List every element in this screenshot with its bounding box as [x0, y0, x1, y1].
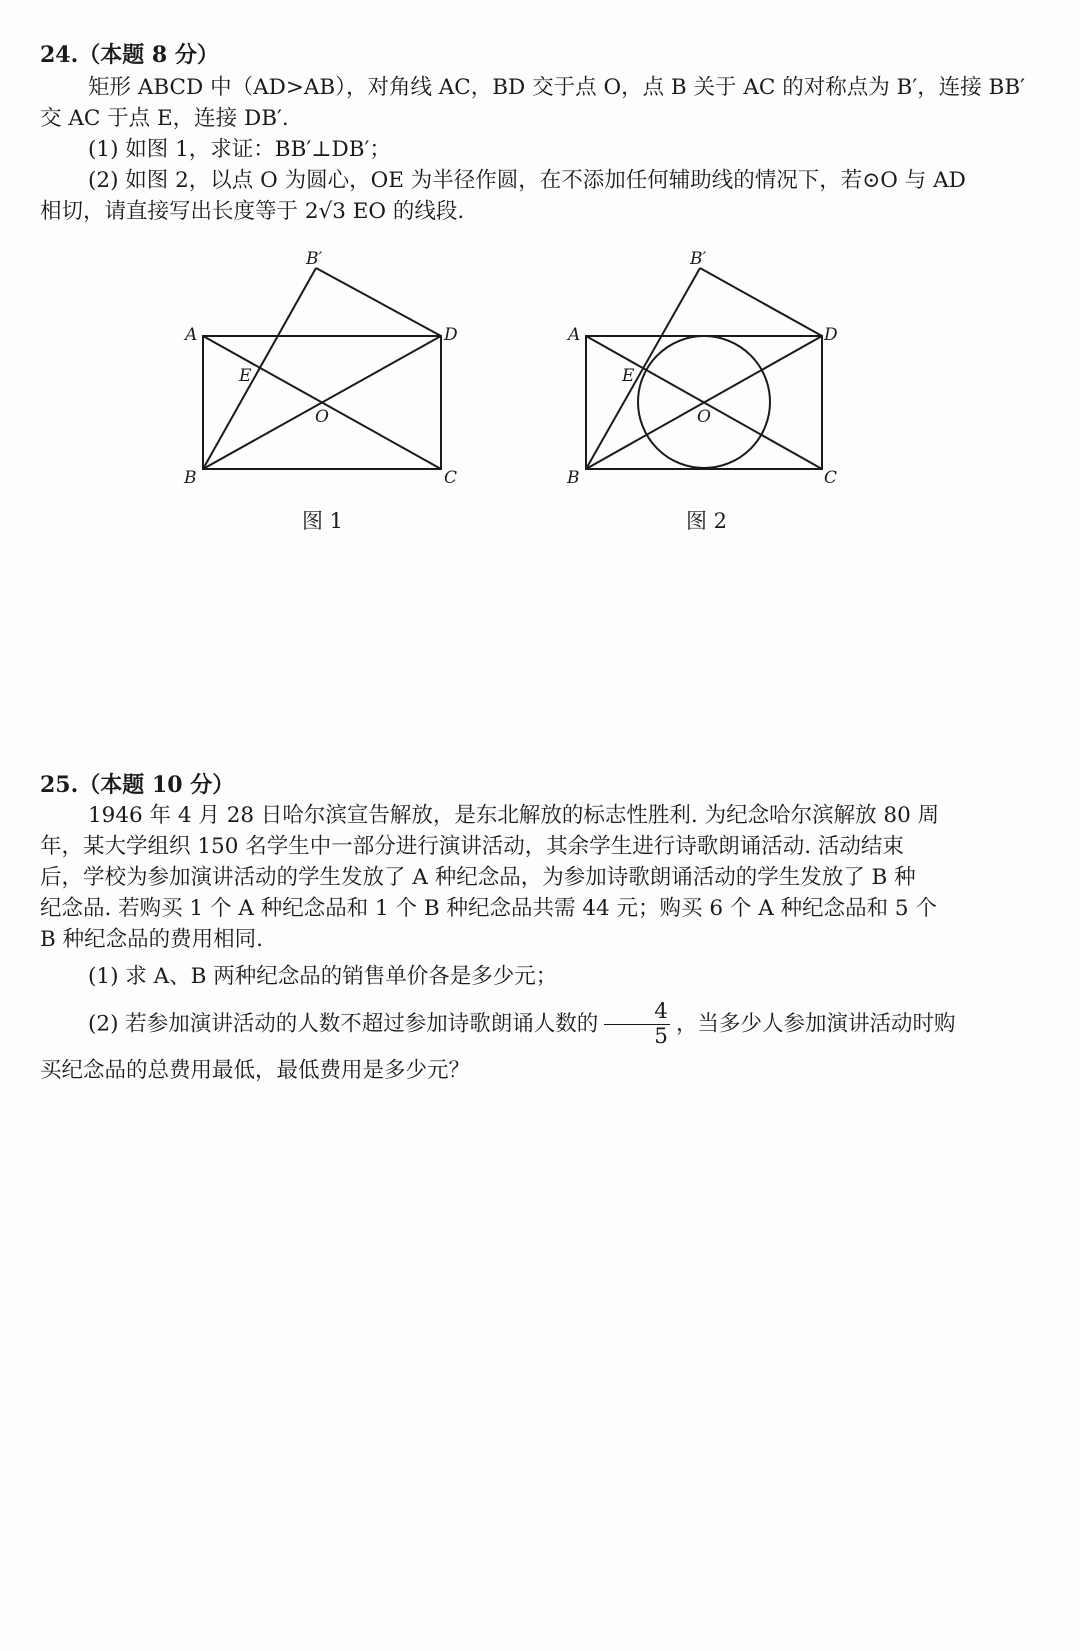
fig2-segment-dbp: [700, 268, 822, 336]
fig2-label-o: O: [697, 407, 711, 427]
fig1-label-bp: B′: [306, 249, 323, 269]
q25-line3: 后，学校为参加演讲活动的学生发放了 A 种纪念品，为参加诗歌朗诵活动的学生发放了 B 种: [40, 865, 916, 890]
fig1-segment-bbp: [203, 268, 316, 469]
fig2-label-a: A: [568, 325, 581, 345]
q25-title: 25.（本题 10 分）: [40, 772, 235, 798]
q25-line4: 纪念品. 若购买 1 个 A 种纪念品和 1 个 B 种纪念品共需 44 元；购买 6 个 A 种纪念品和 5 个: [40, 896, 937, 921]
q25-line2: 年，某大学组织 150 名学生中一部分进行演讲活动，其余学生进行诗歌朗诵活动. 活动结束: [40, 834, 904, 859]
q25-part2-before: (2) 若参加演讲活动的人数不超过参加诗歌朗诵人数的: [88, 1011, 599, 1037]
fig1-label-c: C: [444, 468, 458, 488]
q25-part2-line1: [40, 1000, 1040, 1049]
q25-line1: 1946 年 4 月 28 日哈尔滨宣告解放，是东北解放的标志性胜利. 为纪念哈尔滨解放 80 周: [88, 803, 940, 828]
q25-part2-line2: 买纪念品的总费用最低，最低费用是多少元？: [40, 1058, 471, 1083]
fig2-label-d: D: [824, 325, 838, 345]
q24-intro-line1: 矩形 ABCD 中（AD>AB），对角线 AC，BD 交于点 O，点 B 关于 AC 的对称点为 B′，连接 BB′: [88, 75, 1026, 100]
fig1-label-a: A: [185, 325, 198, 345]
fraction-numerator: 4: [604, 1000, 670, 1025]
figure-1: [170, 245, 470, 495]
q25-body: [40, 800, 1040, 1086]
q25-line5: B 种纪念品的费用相同.: [40, 927, 263, 952]
fig2-label-e: E: [622, 366, 635, 386]
fig1-label-o: O: [315, 407, 329, 427]
fig2-caption: 图 2: [686, 509, 728, 533]
fig1-label-b: B: [184, 468, 197, 488]
figure-2: [555, 245, 855, 495]
fig1-label-d: D: [444, 325, 458, 345]
fraction-denominator: 5: [654, 1024, 668, 1049]
q24-body: [40, 72, 1040, 227]
q24-part2-line1: (2) 如图 2，以点 O 为圆心，OE 为半径作圆，在不添加任何辅助线的情况下，若⊙O 与 AD: [88, 168, 966, 193]
fig2-label-bp: B′: [690, 249, 707, 269]
fig1-caption: 图 1: [302, 509, 344, 533]
q24-intro-line2: 交 AC 于点 E，连接 DB′.: [40, 106, 289, 131]
q24-part1: (1) 如图 1，求证：BB′⊥DB′；: [88, 137, 391, 162]
q25-part1: (1) 求 A、B 两种纪念品的销售单价各是多少元；: [88, 964, 558, 989]
q24-title: 24.（本题 8 分）: [40, 42, 219, 68]
fraction-four-fifths: [604, 1000, 670, 1049]
fig1-label-e: E: [239, 366, 252, 386]
fig2-segment-bbp: [586, 268, 700, 469]
fig1-segment-dbp: [316, 268, 441, 336]
fig2-label-c: C: [824, 468, 838, 488]
q25-part2-after: ，当多少人参加演讲活动时购: [675, 1011, 956, 1037]
q24-part2-line2: 相切，请直接写出长度等于 2√3 EO 的线段.: [40, 199, 465, 224]
fig2-label-b: B: [567, 468, 580, 488]
